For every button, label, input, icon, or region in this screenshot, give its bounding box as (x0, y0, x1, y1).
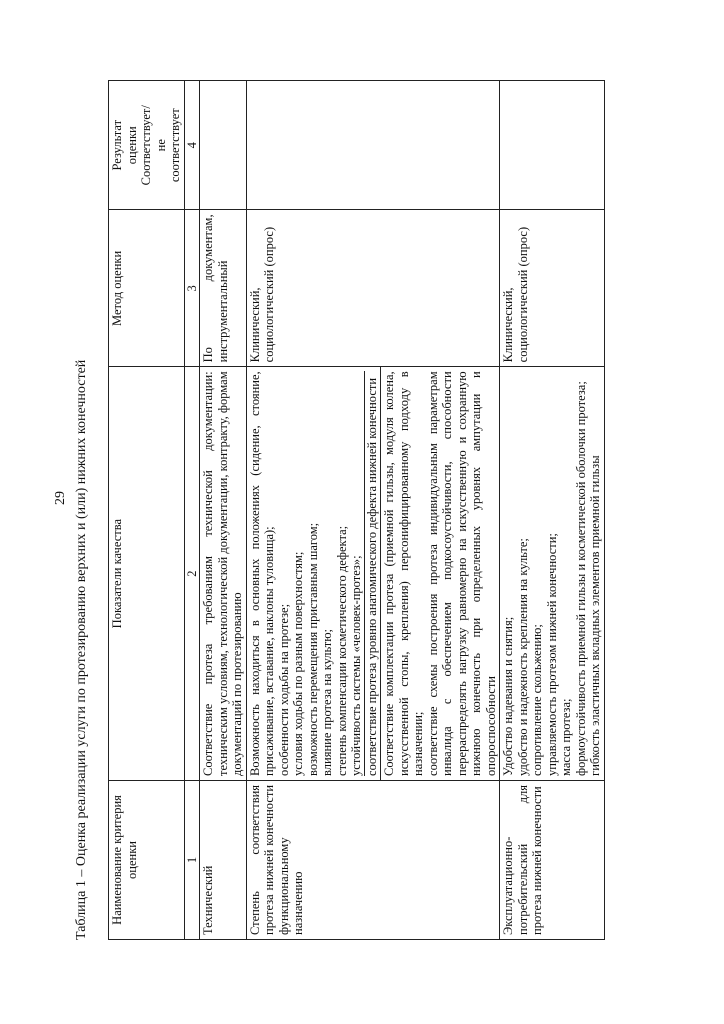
indicator-text: Соответствие протеза требованиям технической документации: техническим условиям, технологической документации, контракту, формам документаций по протезированию (201, 371, 244, 776)
indicator-text: особенности ходьбы на протезе; (276, 603, 291, 776)
header-result-line: Результат (110, 119, 124, 171)
result-cell (246, 81, 500, 210)
indicator-text: Возможность находиться в основных положениях (сидение, стояние, присаживание, вставание, наклоны туловища); (247, 371, 276, 776)
criterion-cell: Степень соответствия протеза нижней конечности функциональному назначению (246, 780, 500, 939)
table-caption: Таблица 1 – Оценка реализации услуги по протезированию верхних и (или) нижних конечностей (74, 359, 89, 940)
indicators-cell (500, 367, 605, 781)
result-cell (200, 81, 247, 210)
column-number: 1 (184, 780, 200, 939)
method-cell: Клинический, социологический (опрос) (246, 210, 500, 367)
criterion-cell: Эксплуатационно-потребительский для протеза нижней конечности (500, 780, 605, 939)
header-result-line: оценки (124, 126, 139, 165)
header-row (109, 81, 185, 940)
header-indicators: Показатели качества (109, 367, 185, 781)
indicator-text: формоустойчивость приемной гильзы и косметической оболочки протеза; (573, 381, 588, 776)
header-result-line: Соответствует/ (139, 105, 153, 186)
page-number: 29 (53, 491, 68, 505)
indicator-text: устойчивость системы «человек-протез»; (349, 555, 363, 776)
header-result-line: не (153, 139, 168, 152)
indicator-text: соответствие схемы построения протеза индивидуальным параметрам инвалида с обеспечением подкосоустойчивости, способности перераспределять нагрузку равномерно на искусственную и сохранную нижнюю конечность при определенных уровнях ампутации и опороспособности (425, 371, 498, 776)
criterion-cell: Технический (200, 780, 247, 939)
indicator-text: Соответствие комплектации протеза (приемной гильзы, модуля колена, искусственной стопы, крепления) персонифицированному подходу в назначении; (382, 371, 425, 776)
column-number: 3 (184, 210, 200, 367)
indicator-text: условия ходьбы по разным поверхностям; (291, 551, 305, 776)
indicators-section (380, 367, 499, 780)
column-number-row (184, 81, 200, 940)
result-cell (500, 81, 605, 210)
table-row (246, 81, 500, 940)
header-result (109, 81, 185, 210)
method-cell: Клинический, социологический (опрос) (500, 210, 605, 367)
indicator-text: влияние протеза на культю; (320, 628, 334, 776)
table-row (500, 81, 605, 940)
indicator-text: Удобство надевания и снятия; (501, 616, 515, 776)
column-number: 2 (184, 367, 200, 781)
indicator-text: степень компенсации косметического дефекта; (334, 525, 349, 776)
quality-table (108, 80, 605, 940)
method-cell: По документам, инструментальный (200, 210, 247, 367)
indicators-section (247, 367, 381, 780)
indicator-text: сопротивление скольжению; (530, 624, 544, 776)
header-result-line: соответствует (168, 108, 182, 183)
indicator-text: управляемость протезом нижней конечности; (544, 533, 559, 776)
table-row (200, 81, 247, 940)
column-number: 4 (184, 81, 200, 210)
indicator-text: гибкость эластичных вкладных элементов приемной гильзы (588, 455, 602, 776)
header-criterion: Наименование критерия оценки (109, 780, 185, 939)
indicator-text: масса протеза; (559, 698, 573, 776)
indicators-cell (246, 367, 500, 781)
indicators-cell (200, 367, 247, 781)
indicator-text: соответствие протеза уровню анатомического дефекта нижней конечности (364, 371, 380, 776)
header-method: Метод оценки (109, 210, 185, 367)
indicator-text: возможность перемещения приставным шагом; (305, 522, 320, 776)
indicator-text: удобство и надежность крепления на культе; (515, 538, 530, 776)
